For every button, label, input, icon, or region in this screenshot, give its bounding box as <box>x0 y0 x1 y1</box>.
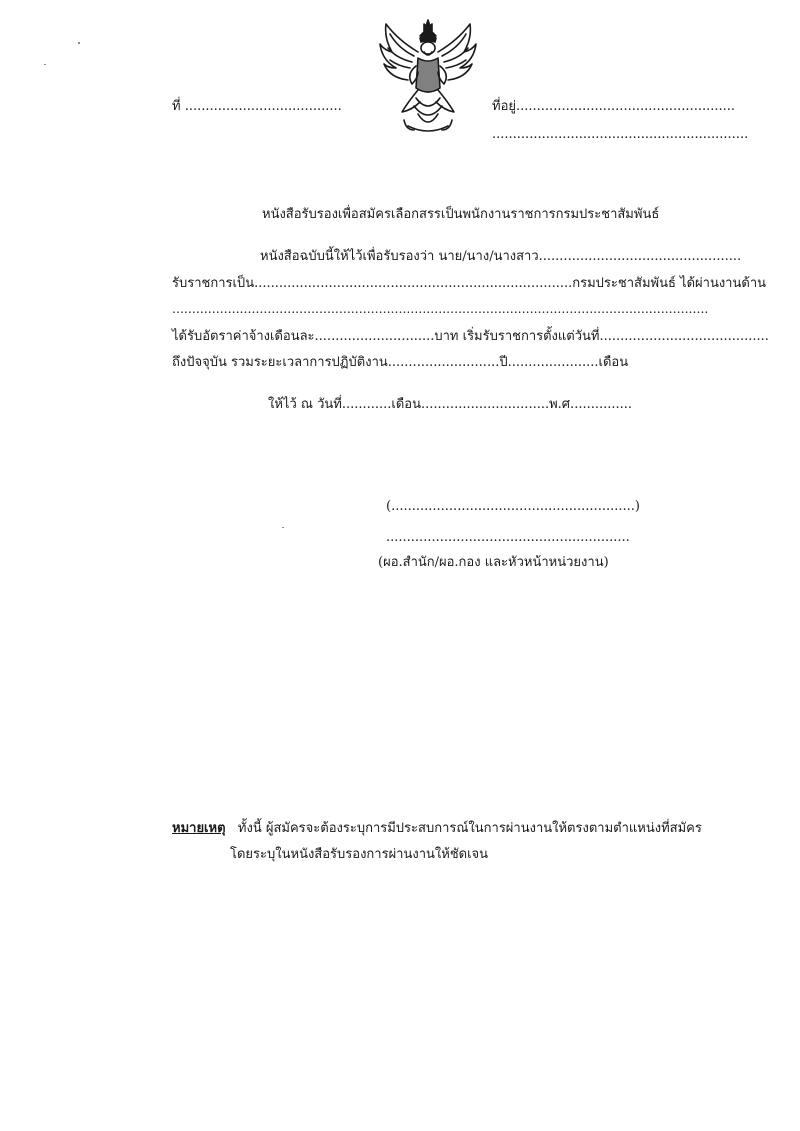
signature-position-line: ........................................................... <box>386 530 630 545</box>
certify-line-duration: ถึงปัจจุบัน รวมระยะเวลาการปฏิบัติงาน...........................ปี......................เดือน <box>172 355 629 370</box>
garuda-emblem-icon <box>378 18 478 136</box>
reference-label: ที่ <box>172 99 181 114</box>
reference-number-field <box>172 100 342 113</box>
certify-line-name: หนังสือฉบับนี้ให้ไว้เพื่อรับรองว่า นาย/นาง/นางสาว................................................. <box>260 249 742 264</box>
note-text-1: ทั้งนี้ ผู้สมัครจะต้องระบุการมีประสบการณ์ในการผ่านงานให้ตรงตามตำแหน่งที่สมัคร <box>237 821 702 836</box>
signature-name-line: (...........................................................) <box>386 499 640 514</box>
signature-caption: (ผอ.สำนัก/ผอ.กอง และหัวหน้าหน่วยงาน) <box>378 555 609 570</box>
scan-speck <box>44 64 46 65</box>
address-dots-line-1: ..................................................... <box>516 99 736 114</box>
reference-dots: ...................................... <box>184 99 342 114</box>
scan-speck <box>78 42 80 44</box>
given-date-line: ให้ไว้ ณ วันที่............เดือน...............................พ.ศ............... <box>268 397 633 412</box>
scan-speck <box>282 527 284 528</box>
document-title: หนังสือรับรองเพื่อสมัครเลือกสรรเป็นพนักงานราชการกรมประชาสัมพันธ์ <box>262 207 660 222</box>
certify-line-experience: ....................................................................................................................................... <box>172 301 709 316</box>
note-line-1 <box>172 822 702 835</box>
certify-line-salary: ได้รับอัตราค่าจ้างเดือนละ.............................บาท เริ่มรับราชการตั้งแต่วันที่......................................... <box>172 329 769 344</box>
address-dots-line-2: .............................................................. <box>492 127 749 142</box>
note-label: หมายเหตุ <box>172 821 226 836</box>
certify-line-position: รับราชการเป็น.............................................................................กรมประชาสัมพันธ์ ได้ผ่านงานด้าน <box>172 276 767 291</box>
address-label: ที่อยู่ <box>492 99 516 114</box>
note-text-2: โดยระบุในหนังสือรับรองการผ่านงานให้ชัดเจน <box>230 847 489 862</box>
address-field <box>492 100 735 113</box>
